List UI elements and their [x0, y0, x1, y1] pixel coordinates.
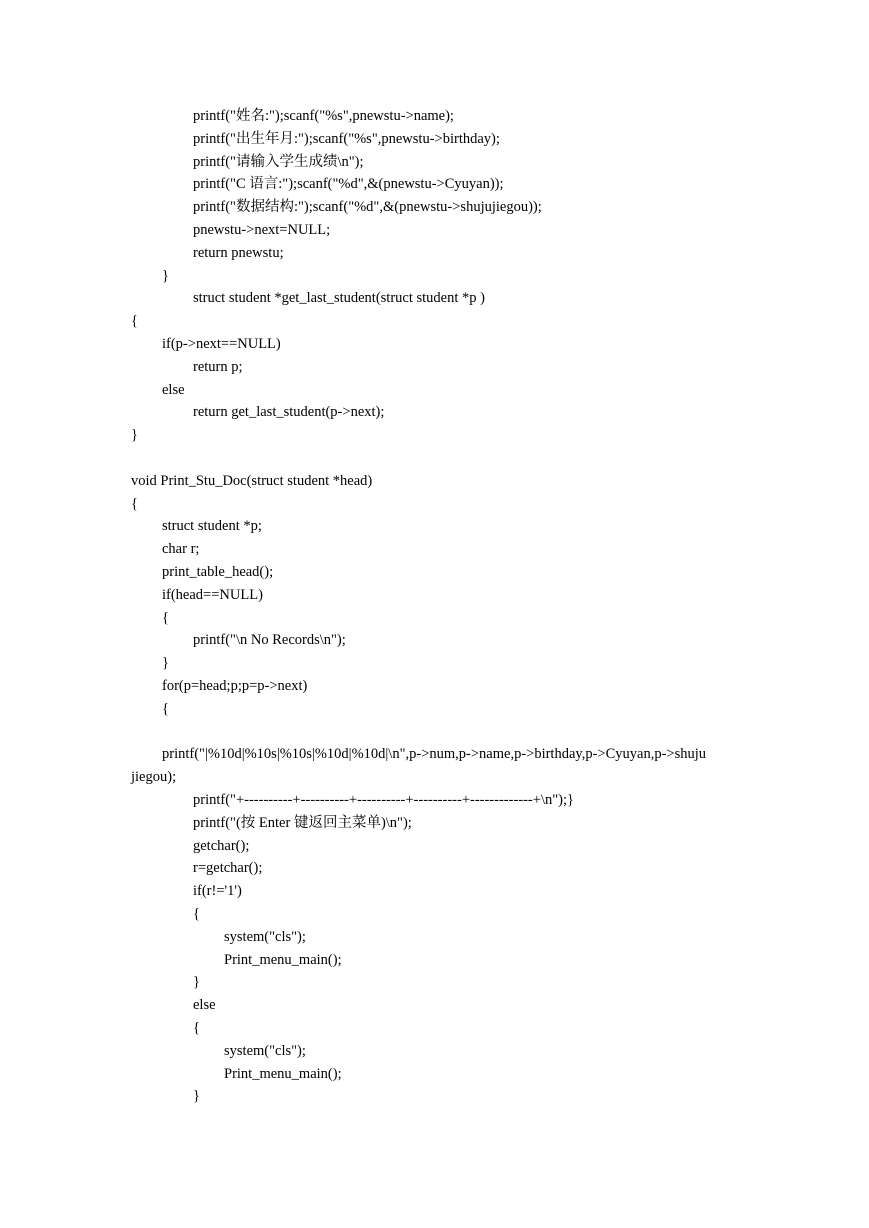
code-line: if(head==NULL) — [162, 586, 263, 603]
code-line: printf("数据结构:");scanf("%d",&(pnewstu->shujujiegou)); — [193, 199, 542, 216]
code-line: printf("姓名:");scanf("%s",pnewstu->name); — [193, 108, 454, 124]
code-line: printf("出生年月:");scanf("%s",pnewstu->birthday); — [193, 130, 500, 147]
code-line: { — [162, 609, 169, 626]
code-line: } — [193, 1088, 200, 1105]
code-line: { — [131, 313, 138, 330]
code-line: } — [162, 655, 169, 672]
code-line: pnewstu->next=NULL; — [193, 222, 331, 238]
code-line: Print_menu_main(); — [224, 951, 342, 968]
code-line: r=getchar(); — [193, 860, 263, 877]
code-line: else — [193, 997, 216, 1014]
code-line: char r; — [162, 541, 200, 558]
code-line: return p; — [193, 358, 243, 375]
code-line: { — [193, 906, 200, 922]
code-line: for(p=head;p;p=p->next) — [162, 678, 308, 694]
code-line: struct student *get_last_student(struct student *p ) — [193, 290, 485, 307]
code-line: printf("C 语言:");scanf("%d",&(pnewstu->Cyuyan)); — [193, 176, 504, 193]
code-line: printf("(按 Enter 键返回主菜单)\n"); — [193, 814, 412, 831]
code-line: else — [162, 381, 185, 398]
code-line: { — [193, 1020, 200, 1036]
code-line: } — [193, 974, 200, 991]
code-line: } — [131, 427, 138, 444]
code-line: if(p->next==NULL) — [162, 336, 281, 352]
code-line: jiegou); — [131, 769, 177, 786]
code-line: system("cls"); — [224, 928, 306, 945]
code-line: { — [162, 700, 169, 717]
code-line: return pnewstu; — [193, 244, 284, 261]
code-line: printf("请输入学生成绩\n"); — [193, 153, 364, 170]
code-line: printf("\n No Records\n"); — [193, 632, 346, 649]
code-line: print_table_head(); — [162, 564, 274, 580]
code-line: Print_menu_main(); — [224, 1065, 342, 1082]
code-line: } — [162, 267, 169, 284]
code-line: printf("+----------+----------+----------+----------+-------------+\n");} — [193, 792, 574, 808]
code-line: system("cls"); — [224, 1042, 306, 1059]
code-line: if(r!='1') — [193, 883, 242, 900]
code-line: printf("|%10d|%10s|%10s|%10d|%10d|\n",p->num,p->name,p->birthday,p->Cyuyan,p->shuju — [162, 746, 706, 763]
code-line: void Print_Stu_Doc(struct student *head) — [131, 472, 373, 489]
code-line: getchar(); — [193, 837, 250, 854]
code-line: { — [131, 495, 138, 512]
code-line: struct student *p; — [162, 518, 262, 535]
code-line: return get_last_student(p->next); — [193, 404, 385, 421]
